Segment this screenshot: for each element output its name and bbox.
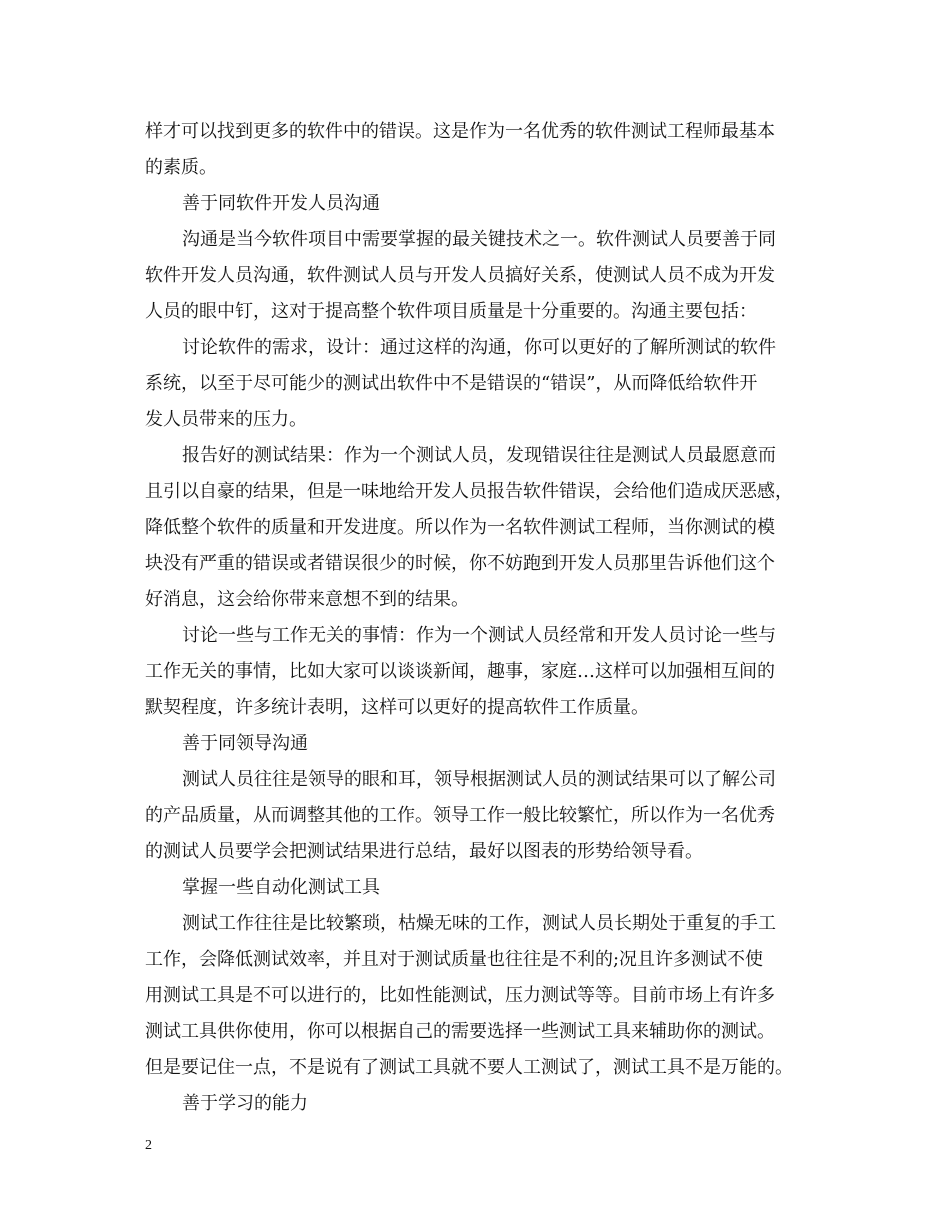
text-line: 且引以自豪的结果，但是一味地给开发人员报告软件错误，会给他们造成厌恶感，	[145, 481, 793, 502]
text-line: 系统，以至于尽可能少的测试出软件中不是错误的“错误”，从而降低给软件开	[145, 373, 758, 394]
text-line: 块没有严重的错误或者错误很少的时候，你不妨跑到开发人员那里告诉他们这个	[145, 553, 775, 574]
text-line: 默契程度，许多统计表明，这样可以更好的提高软件工作质量。	[145, 697, 649, 718]
text-line: 样才可以找到更多的软件中的错误。这是作为一名优秀的软件测试工程师最基本	[145, 121, 775, 142]
text-line: 测试人员往往是领导的眼和耳，领导根据测试人员的测试结果可以了解公司	[182, 769, 776, 790]
section-heading: 善于同领导沟通	[182, 733, 308, 754]
text-line: 讨论软件的需求，设计：通过这样的沟通，你可以更好的了解所测试的软件	[182, 337, 776, 358]
text-line: 报告好的测试结果：作为一个测试人员，发现错误往往是测试人员最愿意而	[182, 445, 776, 466]
section-heading: 善于同软件开发人员沟通	[182, 193, 380, 214]
text-line: 测试工具供你使用，你可以根据自己的需要选择一些测试工具来辅助你的测试。	[145, 1021, 775, 1042]
text-line: 工作无关的事情，比如大家可以谈谈新闻，趣事，家庭…这样可以加强相互间的	[145, 661, 775, 682]
text-line: 降低整个软件的质量和开发进度。所以作为一名软件测试工程师，当你测试的模	[145, 517, 775, 538]
text-line: 的素质。	[145, 157, 217, 178]
text-line: 但是要记住一点，不是说有了测试工具就不要人工测试了，测试工具不是万能的。	[145, 1057, 793, 1078]
section-heading: 掌握一些自动化测试工具	[182, 877, 380, 898]
text-line: 测试工作往往是比较繁琐，枯燥无味的工作，测试人员长期处于重复的手工	[182, 913, 776, 934]
text-line: 的测试人员要学会把测试结果进行总结，最好以图表的形势给领导看。	[145, 841, 703, 862]
section-heading: 善于学习的能力	[182, 1093, 308, 1114]
text-line: 的产品质量，从而调整其他的工作。领导工作一般比较繁忙，所以作为一名优秀	[145, 805, 775, 826]
text-line: 好消息，这会给你带来意想不到的结果。	[145, 589, 469, 610]
text-line: 软件开发人员沟通，软件测试人员与开发人员搞好关系，使测试人员不成为开发	[145, 265, 775, 286]
text-line: 工作，会降低测试效率，并且对于测试质量也往往是不利的;况且许多测试不使	[145, 949, 764, 970]
page-number: 2	[145, 1138, 152, 1153]
text-line: 发人员带来的压力。	[145, 409, 307, 430]
text-line: 人员的眼中钉，这对于提高整个软件项目质量是十分重要的。沟通主要包括：	[145, 301, 757, 322]
text-line: 用测试工具是不可以进行的，比如性能测试，压力测试等等。目前市场上有许多	[145, 985, 775, 1006]
text-line: 讨论一些与工作无关的事情：作为一个测试人员经常和开发人员讨论一些与	[182, 625, 776, 646]
text-line: 沟通是当今软件项目中需要掌握的最关键技术之一。软件测试人员要善于同	[182, 229, 776, 250]
